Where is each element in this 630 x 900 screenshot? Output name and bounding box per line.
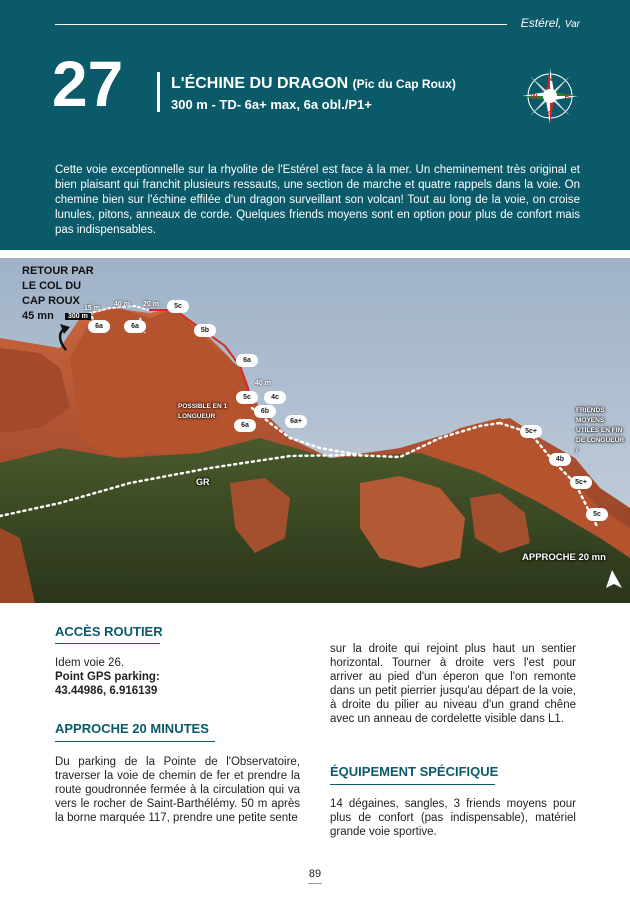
pitch-grade: 5c+ — [520, 425, 542, 438]
distance-label: 15 m — [84, 305, 100, 312]
page-number: 89 — [308, 868, 322, 880]
equipement-title: ÉQUIPEMENT SPÉCIFIQUE — [330, 764, 499, 779]
route-title — [171, 75, 456, 93]
friends-note-slash: / — [576, 447, 578, 454]
compass-e: E — [564, 94, 570, 101]
route-number: 27 — [52, 48, 124, 120]
possible-note: POSSIBLE EN 1 LONGUEUR — [178, 403, 228, 420]
distance-label: 20 m — [143, 301, 159, 308]
pitch-grade: 5c+ — [570, 476, 592, 489]
approche-title: APPROCHE 20 MINUTES — [55, 721, 209, 736]
compass-n: N — [547, 76, 553, 83]
friends-note — [576, 406, 626, 456]
compass-w: W — [530, 94, 538, 101]
pitch-grade: 5c — [586, 508, 608, 521]
pitch-grade: 6a — [234, 419, 256, 432]
pitch-grade: 6b — [254, 405, 276, 418]
pitch-grade: 6a+ — [285, 415, 307, 428]
pitch-grade: 4b — [549, 453, 571, 466]
approche-underline — [55, 741, 215, 742]
route-title-sub: (Pic du Cap Roux) — [352, 77, 456, 91]
acces-line: Idem voie 26. — [55, 657, 125, 669]
header-band — [0, 0, 630, 250]
compass-rose-icon — [520, 66, 580, 126]
route-grade: 300 m - TD- 6a+ max, 6a obl./P1+ — [171, 97, 372, 112]
approche-text-left: Du parking de la Pointe de l'Observatoire, traverser la voie de chemin de fer et prendre la route goudronnée fermée à la circulation qui va vers le rocher de Saint-Barthélémy. 50 m après la borne marquée 117, prendre une petite sente — [55, 756, 300, 824]
topo-photo — [0, 258, 630, 603]
acces-text — [55, 656, 295, 698]
pitch-grade: 6a — [124, 320, 146, 333]
friends-note-text: FRIENDS MOYENS UTILES EN FIN DE LONGUEUR — [576, 407, 625, 444]
intro-text: Cette voie exceptionnelle sur la rhyolite de l'Estérel est face à la mer. Un cheminement très original et bien plaisant qui franchit plusieurs ressauts, une section de marche et quatre rappels dans la voie. On chemine bien sur l'échine effilée d'un dragon surveillant son volcan! Tout au long de la voie, on croise lunules, pitons, anneaux de corde. Quelques friends moyens sont en option pour plus de confort mais pas indispensables. — [55, 164, 580, 236]
rappel-badge: 300 m — [65, 313, 91, 320]
equipement-text: 14 dégaines, sangles, 3 friends moyens pour plus de confort (pas indispensable), matériel grande voie sportive. — [330, 798, 576, 838]
region-name: Estérel, — [520, 16, 562, 30]
equipement-underline — [330, 784, 495, 785]
gps-coords: 43.44986, 6.916139 — [55, 685, 158, 697]
region-sub: Var — [564, 19, 580, 30]
header-rule — [55, 24, 507, 25]
gps-label: Point GPS parking: — [55, 671, 160, 683]
approche-text-right: sur la droite qui rejoint plus haut un sentier horizontal. Tourner à droite vers l'est pour arriver au pied d'un éperon que l'on remonte dans un petit pierrier jusqu'au départ de la voie, à droite du pilier au niveau d'un grand chêne avec un anneau de cordelette visible dans L1. — [330, 643, 576, 725]
region-label — [521, 16, 580, 30]
page-number-rule — [308, 883, 322, 884]
title-divider — [157, 72, 160, 112]
pitch-grade: 6a — [88, 320, 110, 333]
pitch-grade: 5b — [194, 324, 216, 337]
pitch-grade: 6a — [236, 354, 258, 367]
distance-label: 40 m — [114, 301, 130, 308]
approche-photo-label: APPROCHE 20 mn — [522, 552, 606, 563]
retour-text: RETOUR PAR LE COL DU CAP ROUX — [22, 265, 94, 307]
route-title-main: L'ÉCHINE DU DRAGON — [171, 75, 349, 92]
acces-title: ACCÈS ROUTIER — [55, 624, 163, 639]
gr-label: GR — [196, 477, 210, 487]
acces-underline — [55, 643, 160, 644]
pitch-grade: 5c — [167, 300, 189, 313]
distance-label: 40 m — [255, 380, 271, 387]
retour-time: 45 mn — [22, 310, 54, 322]
pitch-grade: 4c — [264, 391, 286, 404]
compass-s: S — [547, 111, 553, 118]
pitch-grade: 5c — [236, 391, 258, 404]
